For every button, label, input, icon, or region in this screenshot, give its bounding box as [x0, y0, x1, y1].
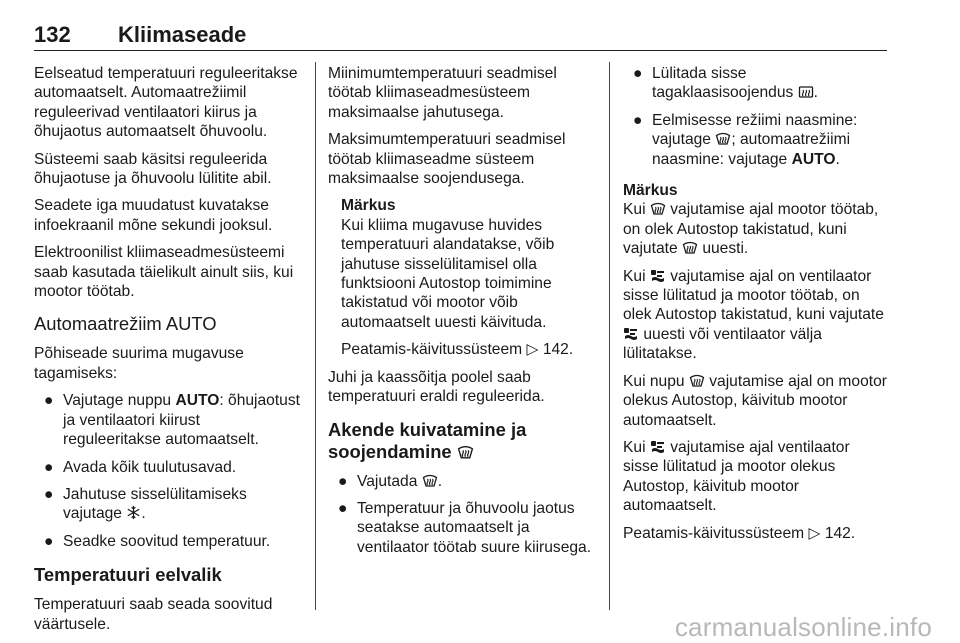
reference-arrow-icon: ▷	[808, 524, 821, 542]
page-title: Kliimaseade	[118, 22, 247, 47]
bullet-item: ● Avada kõik tuulutusavad.	[44, 458, 237, 476]
bullet-item: ● Temperatuur ja õhuvoolu jaotus seatakse automaatselt ja ventilaator töötab suure kiirusega.	[338, 499, 592, 556]
bullet-item: ● Vajutage nuppu AUTO: õhujaotust ja ventilaatori kiirust reguleeritakse automaatselt.	[44, 392, 300, 449]
bullet-item: ● Lülitada sisse tagaklaasisoojendus .	[633, 65, 818, 102]
section-heading-auto: Automaatrežiim AUTO	[34, 313, 217, 335]
column-divider	[609, 62, 610, 610]
paragraph: Maksimumtemperatuuri seadmisel töötab kliimaseadme süsteem maksimaalse soojendusega.	[328, 131, 566, 188]
cross-reference: Peatamis-käivitussüsteem ▷ 142.	[341, 341, 574, 359]
paragraph: Põhiseade suurima mugavuse tagamiseks:	[34, 345, 244, 382]
note-label: Märkus	[341, 197, 396, 215]
note-text: Kui vajutamise ajal mootor töötab, on olek Autostop takistatud, kuni vajutate uuesti.	[623, 201, 879, 258]
paragraph: Eelseatud temperatuuri reguleeritakse automaatselt. Automaatrežiimil reguleerivad ventilaatori kiirus ja õhujaotus automaatselt õhuvoolu.	[34, 65, 298, 141]
windscreen-defrost-icon	[650, 202, 666, 216]
paragraph: Süsteemi saab käsitsi reguleerida õhujaotuse ja õhuvoolu lülitite abil.	[34, 150, 272, 188]
note-label: Märkus	[623, 182, 678, 200]
windscreen-defrost-icon	[457, 445, 474, 460]
rear-window-heating-icon	[798, 85, 814, 99]
snowflake-icon	[126, 505, 141, 520]
windscreen-defrost-icon	[689, 374, 705, 388]
paragraph: Miinimumtemperatuuri seadmisel töötab kliimaseadmesüsteem maksimaalse jahutusega.	[328, 65, 557, 121]
page-header	[34, 22, 887, 51]
section-heading-preselect: Temperatuuri eelvalik	[34, 564, 222, 586]
bullet-item: ● Jahutuse sisselülitamiseks vajutage .	[44, 485, 247, 523]
column-2	[328, 64, 594, 565]
note-text: Kui kliima mugavuse huvides temperatuuri alandatakse, võib jahutuse sisselülitamisel olla funktsiooni Autostop toimimine takistatud või mootor võib automaatselt uuesti käivituda.	[341, 216, 555, 331]
note-text: Kui vajutamise ajal ventilaator sisse lülitatud ja mootor olekus Autostop, käivitub mootor automaatselt.	[623, 438, 850, 515]
note-text: Kui vajutamise ajal on ventilaator sisse lülitatud ja mootor töötab, on olek Autostop takistatud, kuni vajutate uuesti või ventilaator välja lülitatakse.	[623, 267, 884, 363]
paragraph: Seadete iga muudatust kuvatakse infoekraanil mõne sekundi jooksul.	[34, 197, 273, 234]
column-3	[623, 64, 889, 551]
paragraph: Elektroonilist kliimaseadmesüsteemi saab kasutada täielikult ainult siis, kui mootor töötab.	[34, 244, 294, 301]
paragraph: Juhi ja kaassõitja poolel saab temperatuuri eraldi reguleerida.	[328, 368, 545, 406]
section-heading-defrost: Akende kuivatamine ja soojendamine	[328, 418, 527, 462]
note-text: Kui nupu vajutamise ajal on mootor olekus Autostop, käivitub mootor automaatselt.	[623, 372, 887, 429]
note-block	[623, 181, 889, 516]
fan-icon	[650, 440, 666, 454]
column-1	[34, 64, 302, 642]
bullet-item: ● Eelmisesse režiimi naasmine: vajutage ; automaatrežiimi naasmine: vajutage AUTO.	[633, 111, 858, 168]
column-divider	[315, 62, 316, 610]
watermark: carmanualsonline.info	[674, 612, 932, 642]
bullet-item: ● Seadke soovitud temperatuur.	[44, 532, 271, 550]
reference-arrow-icon: ▷	[526, 341, 539, 359]
note-block	[328, 196, 594, 359]
fan-icon	[650, 269, 666, 283]
windscreen-defrost-icon	[715, 132, 731, 146]
windscreen-defrost-icon	[682, 241, 698, 255]
fan-icon	[623, 327, 639, 341]
bullet-item: ● Vajutada .	[338, 472, 443, 490]
cross-reference: Peatamis-käivitussüsteem ▷ 142.	[623, 524, 856, 542]
page-number: 132	[34, 22, 71, 47]
windscreen-defrost-icon	[422, 474, 438, 488]
paragraph: Temperatuuri saab seada soovitud väärtusele.	[34, 596, 273, 633]
